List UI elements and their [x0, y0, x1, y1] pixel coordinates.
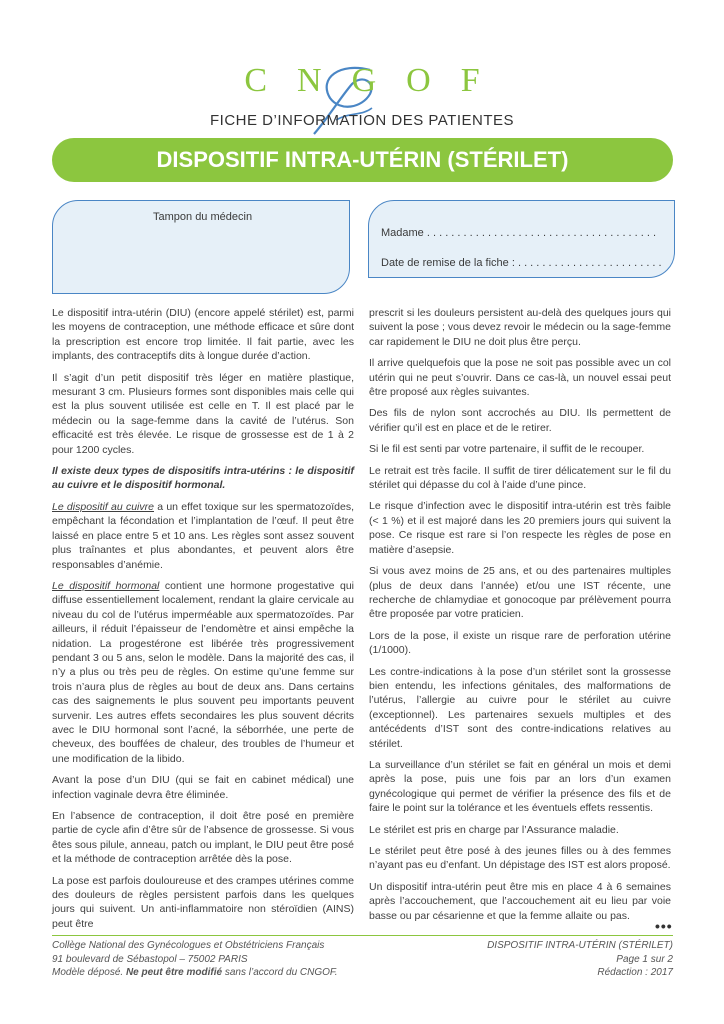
paragraph: Avant la pose d’un DIU (qui se fait en cabinet médical) une infection vaginale devra être éliminée.	[52, 774, 354, 801]
term-hormonal-iud: Le dispositif hormonal	[52, 579, 160, 592]
right-column	[369, 306, 671, 930]
cngof-logo	[0, 30, 724, 110]
paragraph: La pose est parfois douloureuse et des crampes utérines comme des douleurs de règles persistent parfois dans les quelques jours qui suivent. Un anti-inflammatoire non stéroïdien (AINS) peut être	[52, 874, 354, 930]
paragraph: Le stérilet peut être posé à des jeunes filles ou à des femmes n’ayant pas eu d’enfant. Un dépistage des IST est alors proposé.	[369, 845, 671, 872]
paragraph: Le stérilet est pris en charge par l’Assurance maladie.	[369, 823, 619, 836]
paragraph-emphasis: Il existe deux types de dispositifs intra-utérins : le dispositif au cuivre et le dispositif hormonal.	[52, 465, 354, 492]
edition-year: Rédaction : 2017	[597, 967, 673, 978]
footer-address: 91 boulevard de Sébastopol – 75002 PARIS	[52, 953, 248, 965]
document-subtitle: FICHE D’INFORMATION DES PATIENTES	[209, 112, 514, 129]
paragraph: Le retrait est très facile. Il suffit de tirer délicatement sur le fil du stérilet qui dépasse du col à l’aide d’une pince.	[369, 464, 671, 492]
paragraph: Si vous avez moins de 25 ans, et ou des partenaires multiples (plus de deux dans l’année) et/ou une IST récente, une recherche de chlamydiae et gonocoque par prélèvement pourra être proposée par votre praticien.	[369, 565, 671, 621]
paragraph: Lors de la pose, il existe un risque rare de perforation utérine (1/1000).	[369, 629, 671, 657]
paragraph: prescrit si les douleurs persistent au-delà des quelques jours qui suivent la pose ; vous devez revoir le médecin ou la sage-femme car rapidement le DIU ne doit plus être perçu.	[369, 307, 671, 348]
logo-text: CNGOF	[244, 62, 510, 99]
footer-right	[420, 939, 673, 980]
footer-org: Collège National des Gynécologues et Obstétriciens Français	[52, 940, 325, 951]
paragraph-text: a un effet toxique sur les spermatozoïdes, empêchant la fécondation et l’implantation de l’œuf. Il peut être laissé en place entre 5 et 10 ans. Les règles sont assez souvent plus traînantes et plus abondantes, et peuvent alors être responsables d’anémie.	[52, 500, 354, 571]
doctor-stamp-box	[52, 200, 350, 294]
legal-emphasis: Ne peut être modifié	[125, 967, 223, 978]
paragraph: Des fils de nylon sont accrochés au DIU. Ils permettent de vérifier qu’il est en place et de le retirer.	[369, 407, 671, 434]
paragraph	[52, 500, 354, 572]
paragraph: Un dispositif intra-utérin peut être mis en place 4 à 6 semaines après l’accouchement, que l’accouchement ait eu lieu par voie basse ou par césarienne et que la femme allaite ou pas.	[369, 880, 671, 922]
paragraph: Il arrive quelquefois que la pose ne soit pas possible avec un col utérin qui ne peut s’ouvrir. Dans ce cas-là, un nouvel essai peut être proposé aux règles suivantes.	[369, 357, 671, 399]
date-field: Date de remise de la fiche : . . . . . . . . . . . . . . . . . . . . . . . .	[381, 257, 662, 269]
footer-left	[52, 939, 338, 980]
footer-divider	[52, 935, 673, 936]
footer-doc-title: DISPOSITIF INTRA-UTÉRIN (STÉRILET)	[487, 940, 673, 951]
term-copper-iud: Le dispositif au cuivre	[52, 500, 154, 513]
paragraph	[52, 579, 354, 766]
paragraph: Si le fil est senti par votre partenaire, il suffit de le recouper.	[369, 443, 645, 456]
paragraph: Le risque d’infection avec le dispositif intra-utérin est très faible (< 1 %) et il est majoré dans les 20 premiers jours qui suivent la pose. Ce risque est rare si l’on respecte les règles de pose en matière d’asepsie.	[369, 500, 671, 556]
paragraph: Les contre-indications à la pose d’un stérilet sont la grossesse bien entendu, les infections génitales, des malformations de l’utérus, l’allergie au cuivre pour le stérilet au cuivre (exceptionnel). Les partenaires sexuels multiples et des antécédents d’IST sont des contre-indications relatives au stérilet.	[369, 665, 671, 750]
left-column	[52, 306, 354, 938]
patient-info-box	[368, 200, 675, 278]
legal-text: sans l’accord du CNGOF.	[222, 967, 338, 978]
stamp-label: Tampon du médecin	[153, 211, 253, 223]
footer-legal	[52, 966, 338, 980]
paragraph: Le dispositif intra-utérin (DIU) (encore appelé stérilet) est, parmi les moyens de contraception, une méthode efficace et sûre dont la prescription est encore trop limitée. Il fait partie, avec les implants, des contraceptifs dits à longue durée d’action.	[52, 307, 354, 363]
paragraph-text: contient une hormone progestative qui diffuse essentiellement localement, rendant la glaire cervicale au niveau du col de l’utérus imperméable aux spermatozoïdes. Par ailleurs, il réduit l’épaisseur de l’endomètre et ainsi empêche la nidation. La progestérone est libérée très progressivement pendant 3 ou 5 ans, selon le modèle. Dans la majorité des cas, il n’y a plus ou très peu de règles. On estime qu’une femme sur trois n’aura plus de règles au bout de deux ans. Dans certains cas des saignements le plus souvent peu importants peuvent survenir. Les autres effets secondaires les plus souvent décrits avec le DIU hormonal sont l’acné, la séborrhée, une perte de cheveux, des bouffées de chaleur, des troubles de l’humeur et une modification de la libido.	[52, 579, 354, 765]
madame-field: Madame . . . . . . . . . . . . . . . . . . . . . . . . . . . . . . . . . . . . . .	[381, 227, 657, 239]
continued-indicator: •••	[655, 918, 673, 934]
document-title: DISPOSITIF INTRA-UTÉRIN (STÉRILET)	[52, 138, 673, 182]
paragraph: Il s’agit d’un petit dispositif très léger en matière plastique, mesurant 3 cm. Plusieurs formes sont disponibles mais celle qui est la plus souvent utilisée est celle en T. Il est placé par le médecin ou la sage-femme dans la cavité de l’utérus. Son efficacité est très élevée. Le risque de grossesse est de 1 à 2 pour 1200 cycles.	[52, 371, 354, 456]
legal-text: Modèle déposé.	[52, 967, 126, 978]
paragraph: En l’absence de contraception, il doit être posé en première partie de cycle afin d’être sûr de l’absence de grossesse. Si vous êtes sous pilule, anneau, patch ou implant, le DIU peut être posé et la méthode de contraception arrêtée dès la pose.	[52, 810, 354, 866]
page-number: Page 1 sur 2	[616, 953, 673, 965]
paragraph: La surveillance d’un stérilet se fait en général un mois et demi après la pose, puis une fois par an lors d’un examen gynécologique qui permet de vérifier la présence des fils et de faire le point sur la tolérance et les éventuels effets ressentis.	[369, 758, 671, 815]
